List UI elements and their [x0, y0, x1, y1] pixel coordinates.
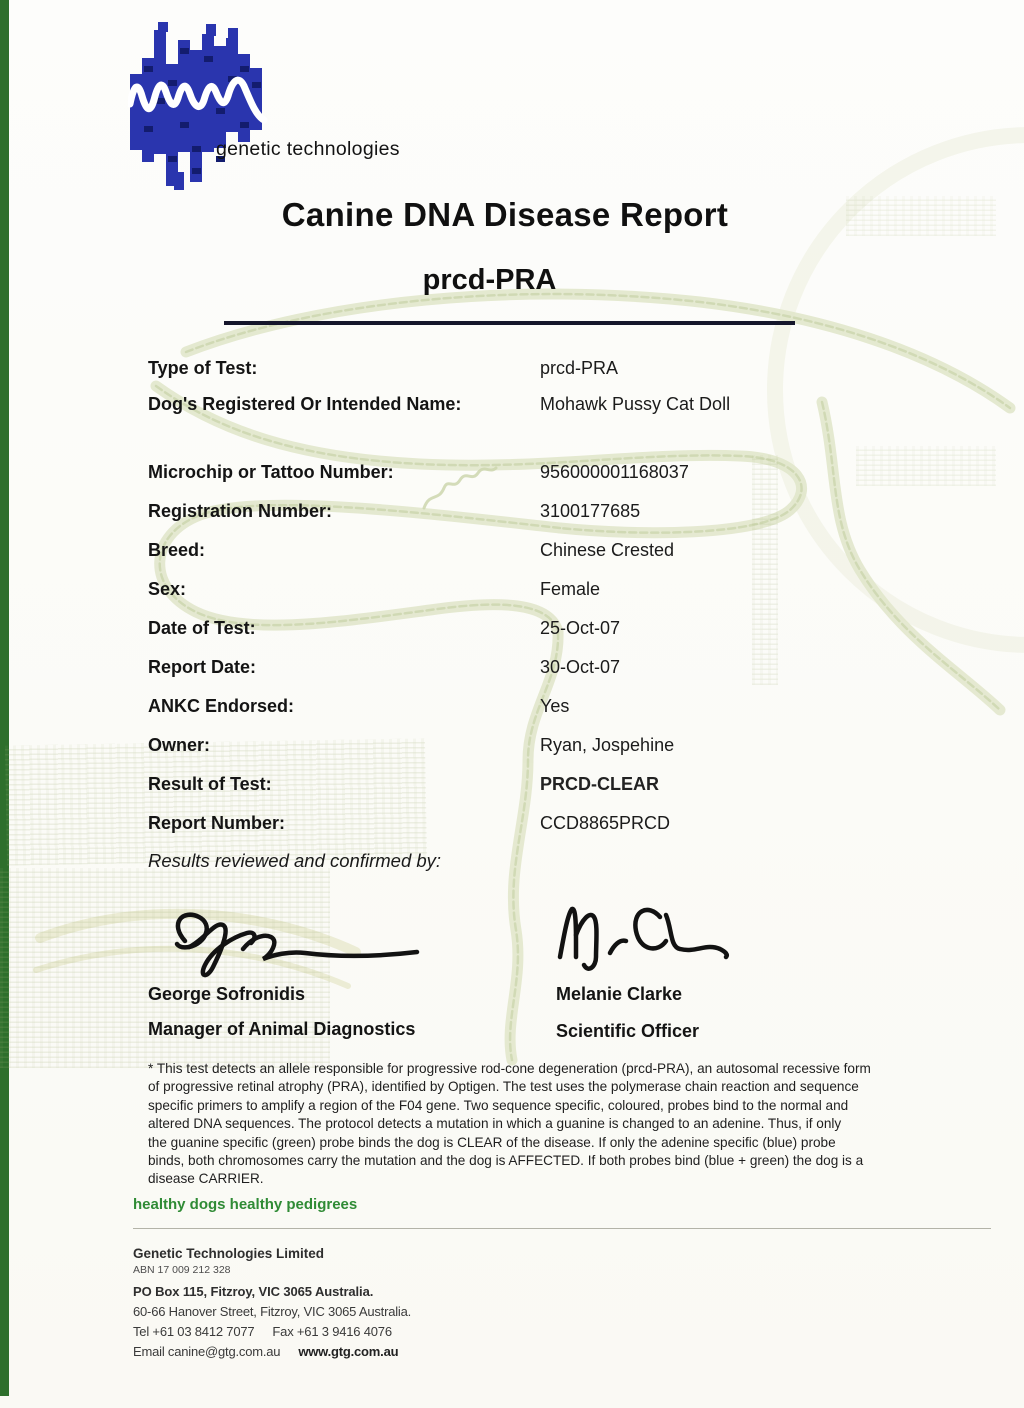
genetic-technologies-logo: [128, 22, 548, 197]
footer-website: www.gtg.com.au: [298, 1344, 399, 1359]
field-row-sex: [0, 579, 1024, 605]
field-row-ankc-endorsed: [0, 696, 1024, 722]
field-label: Result of Test:: [148, 774, 272, 794]
field-label: Report Number:: [148, 813, 286, 833]
field-label: Owner:: [148, 735, 211, 755]
field-label: Breed:: [148, 540, 206, 560]
field-label: Microchip or Tattoo Number:: [148, 462, 394, 482]
field-value: Yes: [540, 696, 570, 716]
signatory-name: George Sofronidis: [148, 984, 306, 1004]
field-label: Date of Test:: [148, 618, 256, 638]
test-description-footnote: [148, 1060, 893, 1189]
signature-george-sofronidis: [155, 903, 425, 983]
field-value: 956000001168037: [540, 462, 689, 482]
field-row-registration: [0, 501, 1024, 527]
footer-abn: ABN 17 009 212 328: [133, 1264, 231, 1276]
microtext-watermark: [846, 196, 996, 236]
footnote-line: altered DNA sequences. The protocol detects a mutation in which a guanine is changed to an adenine. Thus, if only: [148, 1116, 842, 1132]
microtext-watermark: [752, 455, 778, 685]
dna-waveform-logo-icon: [128, 22, 268, 190]
footer-fax: Fax +61 3 9416 4076: [272, 1324, 392, 1339]
footnote-line: the guanine specific (green) probe binds the dog is CLEAR of the disease. If only the adenine specific (blue) probe: [148, 1134, 836, 1150]
field-value: Female: [540, 579, 601, 599]
field-value: Mohawk Pussy Cat Doll: [540, 394, 731, 414]
brand-text: genetic technologies: [216, 138, 400, 160]
footer-po-box: PO Box 115, Fitzroy, VIC 3065 Australia.: [133, 1284, 374, 1299]
footer-tel: Tel +61 03 8412 7077: [133, 1324, 255, 1339]
footer-street-address: 60-66 Hanover Street, Fitzroy, VIC 3065 Australia.: [133, 1304, 412, 1319]
field-value-result: PRCD-CLEAR: [540, 774, 659, 794]
field-row-microchip: [0, 462, 1024, 488]
field-row-report-date: [0, 657, 1024, 683]
signatory-title: Scientific Officer: [556, 1021, 700, 1041]
footer-tel-fax: [133, 1324, 392, 1339]
field-label: Registration Number:: [148, 501, 333, 521]
footer-company-name: Genetic Technologies Limited: [133, 1246, 325, 1261]
reviewed-caption: Results reviewed and confirmed by:: [148, 850, 442, 871]
field-row-breed: [0, 540, 1024, 566]
field-value: 3100177685: [540, 501, 641, 521]
field-value: 25-Oct-07: [540, 618, 621, 638]
field-row-result: [0, 774, 1024, 800]
field-value: Ryan, Jospehine: [540, 735, 675, 755]
report-title: Canine DNA Disease Report: [281, 196, 729, 233]
report-subtitle: prcd-PRA: [422, 264, 557, 296]
signatory-title: Manager of Animal Diagnostics: [148, 1019, 416, 1039]
title-divider-rule: [224, 321, 795, 325]
footnote-line: * This test detects an allele responsible for progressive rod-cone degeneration (prcd-PRA), an autosomal recessive form: [148, 1061, 871, 1076]
footer-email-web: [133, 1344, 398, 1359]
footer-rule: [133, 1228, 991, 1229]
field-label: ANKC Endorsed:: [148, 696, 295, 716]
footnote-line: specific primers to amplify a region of the F04 gene. Two sequence specific, coloured, probes bind to the normal and: [148, 1097, 849, 1113]
field-row-dog-name: [0, 394, 1024, 420]
field-row-date-of-test: [0, 618, 1024, 644]
field-label: Type of Test:: [148, 358, 258, 378]
signatory-name: Melanie Clarke: [556, 984, 683, 1004]
field-row-report-number: [0, 813, 1024, 839]
footer-email: Email canine@gtg.com.au: [133, 1344, 281, 1359]
tagline: healthy dogs healthy pedigrees: [133, 1196, 358, 1213]
footnote-line: of progressive retinal atrophy (PRA), identified by Optigen. The test uses the polymerase chain reaction and sequence: [148, 1079, 859, 1095]
field-row-type-of-test: [0, 358, 1024, 384]
field-label: Dog's Registered Or Intended Name:: [148, 394, 462, 414]
footnote-line: disease CARRIER.: [148, 1171, 264, 1187]
footnote-line: binds, both chromosomes carry the mutation and the dog is AFFECTED. If both probes bind (blue + green) the dog is a: [148, 1153, 864, 1169]
field-value: CCD8865PRCD: [540, 813, 671, 833]
field-label: Sex:: [148, 579, 187, 599]
field-value: prcd-PRA: [540, 358, 619, 378]
field-row-owner: [0, 735, 1024, 761]
field-label: Report Date:: [148, 657, 257, 677]
signature-melanie-clarke: [548, 895, 733, 980]
field-value: 30-Oct-07: [540, 657, 621, 677]
field-value: Chinese Crested: [540, 540, 675, 560]
